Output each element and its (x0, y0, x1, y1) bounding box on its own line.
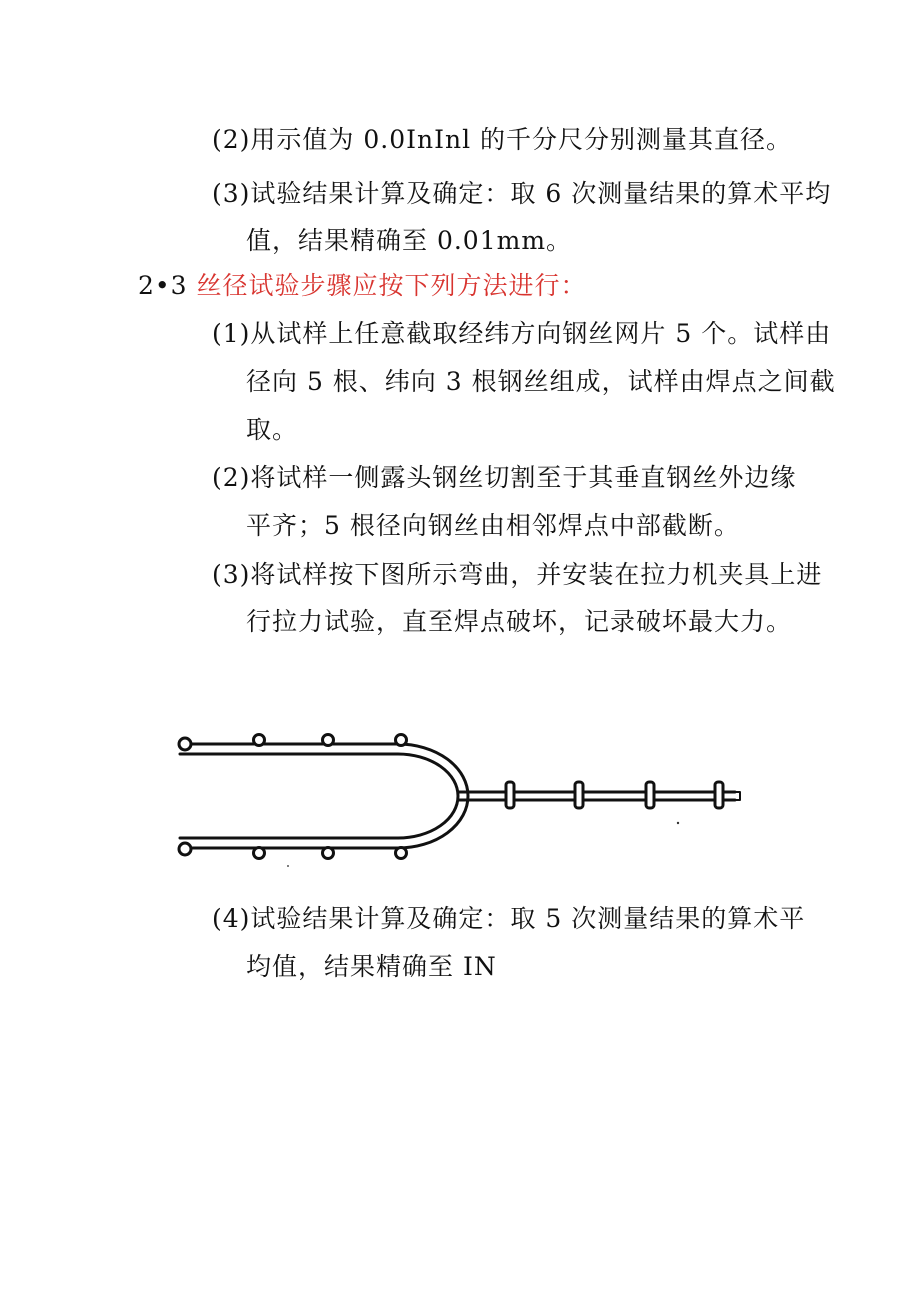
paragraph-step-1-line2: 径向 5 根、纬向 3 根钢丝组成，试样由焊点之间截 (246, 367, 836, 396)
paragraph-step-3-line2: 行拉力试验，直至焊点破坏，记录破坏最大力。 (246, 607, 793, 636)
paragraph-step-1-line1: (1)从试样上任意截取经纬方向钢丝网片 5 个。试样由 (212, 319, 832, 348)
top-weld-points (179, 735, 407, 751)
tail-cross-wires (506, 782, 723, 808)
paragraph-item-3-result-line1: (3)试验结果计算及确定：取 6 次测量结果的算术平均 (212, 179, 832, 208)
paragraph-item-3-result-line2: 值，结果精确至 0.01mm。 (246, 226, 573, 255)
paragraph-item-2-measure-diameter: (2)用示值为 0.0InInl 的千分尺分别测量其直径。 (212, 125, 793, 154)
section-title: 丝径试验步骤应按下列方法进行： (196, 271, 587, 300)
bottom-weld-points (179, 843, 407, 859)
paragraph-step-3-line1: (3)将试样按下图所示弯曲，并安装在拉力机夹具上进 (212, 560, 823, 589)
paragraph-step-2-line1: (2)将试样一侧露头钢丝切割至于其垂直钢丝外边缘 (212, 463, 797, 492)
paragraph-step-4-line2: 均值，结果精确至 IN (246, 952, 497, 981)
section-number: 2•3 (138, 271, 197, 300)
paragraph-step-1-line3: 取。 (246, 415, 299, 444)
paragraph-step-4-line1: (4)试验结果计算及确定：取 5 次测量结果的算术平 (212, 904, 806, 933)
section-heading (138, 270, 587, 302)
paragraph-step-2-line2: 平齐；5 根径向钢丝由相邻焊点中部截断。 (246, 511, 740, 540)
bent-specimen-figure (170, 722, 760, 872)
u-wire-inner (180, 754, 458, 838)
